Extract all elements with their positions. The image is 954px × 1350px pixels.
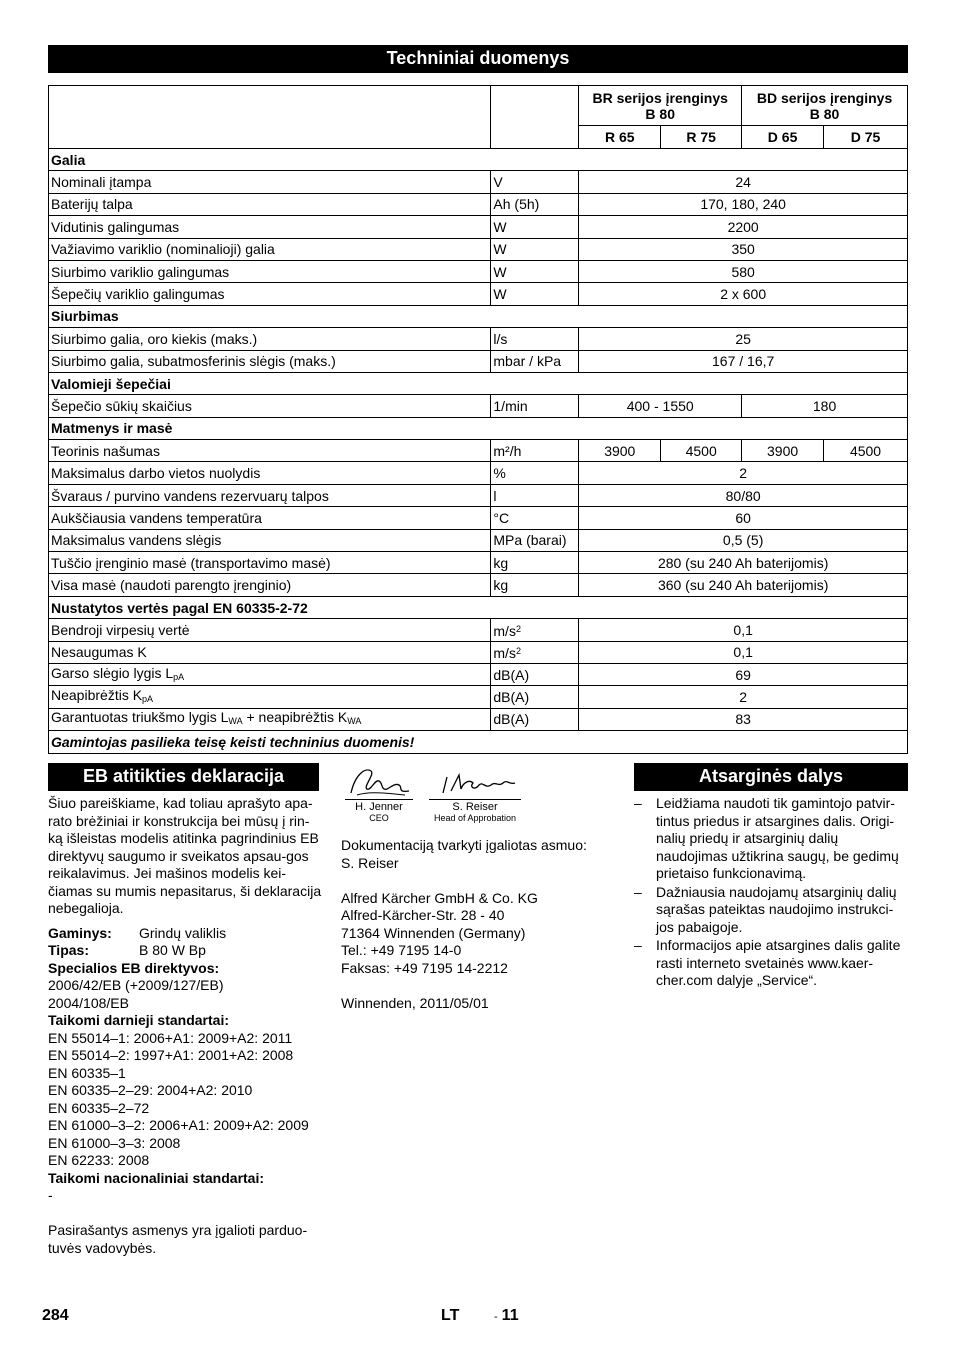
table-row: Maksimalus darbo vietos nuolydis % 2: [49, 462, 908, 484]
header-blank-cell: [49, 86, 491, 149]
table-row: Siurbimo variklio galingumas W 580: [49, 260, 908, 282]
directive-item: 2004/108/EB: [48, 994, 129, 1011]
company-street: Alfred-Kärcher-Str. 28 - 40: [341, 907, 505, 923]
table-row: Šepečių variklio galingumas W 2 x 600: [49, 283, 908, 305]
section-page-number: - 11: [494, 1307, 519, 1324]
signature-jenner-icon: [345, 765, 413, 799]
table-row: Aukščiausia vandens temperatūra °C 60: [49, 507, 908, 529]
company-city: 71364 Winnenden (Germany): [341, 924, 526, 941]
standard-item: EN 60335–2–72: [48, 1099, 150, 1116]
table-row: Šepečio sūkių skaičius 1/min 400 - 1550 180: [49, 395, 908, 417]
table-row: Bendroji virpesių vertė $m/s^2$ 0,1: [49, 619, 908, 641]
table-row: Važiavimo variklio (nominalioji) galia W 350: [49, 238, 908, 260]
model-header: R 75: [661, 126, 742, 149]
type-line: Tipas: B 80 W Bp: [48, 942, 206, 958]
table-row: Visa masė (naudoti parengto įrenginio) kg 360 (su 240 Ah baterijomis): [49, 574, 908, 596]
company-name: Alfred Kärcher GmbH & Co. KG: [341, 889, 538, 906]
table-row: Maksimalus vandens slėgis MPa (barai) 0,5 (5): [49, 529, 908, 551]
table-row: Baterijų talpa Ah (5h) 170, 180, 240: [49, 193, 908, 215]
table-row: Švaraus / purvino vandens rezervuarų talpos l 80/80: [49, 484, 908, 506]
standard-item: EN 55014–2: 1997+A1: 2001+A2: 2008: [48, 1047, 294, 1063]
list-item: – Leidžiama naudoti tik gamintojo patvir-tintus priedus ir atsargines dalis. Origi-nalių priedų ir atsarginių dalių naudojimas užtikrina saugų, be gedimų prietaiso funkcionavimą.: [634, 795, 899, 881]
model-header: D 75: [824, 126, 908, 149]
section-title-eb-declaration: EB atitikties deklaracija: [48, 763, 319, 791]
section-row: Matmenys ir masė: [49, 417, 908, 439]
directive-item: 2006/42/EB (+2009/127/EB): [48, 977, 224, 993]
list-item: – Dažniausia naudojamų atsarginių dalių sąrašas pateiktas naudojimo instrukci-jos pabaigoje.: [634, 883, 897, 935]
signature-reiser-icon: [429, 765, 521, 799]
table-row: Neapibrėžtis $K_{pA}$ dB(A) 2: [49, 686, 908, 708]
signature-block: [341, 765, 621, 1012]
eb-closing: Pasirašantys asmenys yra įgalioti parduo-tuvės vadovybės.: [48, 1222, 308, 1256]
national-standards-value: -: [48, 1187, 53, 1203]
national-standards-label: Taikomi nacionaliniai standartai:: [48, 1169, 265, 1186]
technical-data-table: [48, 85, 908, 754]
signature-reiser: S. Reiser Head of Approbation: [429, 765, 521, 824]
header-blank-unit-cell: [491, 86, 579, 149]
company-tel: Tel.: +49 7195 14-0: [341, 942, 462, 958]
directives-label: Specialios EB direktyvos:: [48, 959, 220, 976]
standard-item: EN 55014–1: 2006+A1: 2009+A2: 2011: [48, 1029, 293, 1046]
section-title-spare-parts: Atsarginės dalys: [634, 763, 908, 791]
table-row: Nominali įtampa V 24: [49, 171, 908, 193]
table-row: Siurbimo galia, oro kiekis (maks.) l/s 25: [49, 328, 908, 350]
page-number: 284: [42, 1307, 69, 1324]
table-note-row: Gamintojas pasilieka teisę keisti techninius duomenis!: [49, 731, 908, 753]
table-row: Vidutinis galingumas W 2200: [49, 216, 908, 238]
signature-jenner: H. Jenner CEO: [345, 765, 413, 824]
spare-parts-list: [634, 795, 908, 991]
standards-label: Taikomi darnieji standartai:: [48, 1012, 230, 1028]
product-line: Gaminys: Grindų valiklis: [48, 924, 227, 941]
eb-declaration-body: [48, 795, 323, 1257]
standard-item: EN 61000–3–3: 2008: [48, 1134, 181, 1151]
standard-item: EN 62233: 2008: [48, 1152, 150, 1168]
list-item: – Informacijos apie atsargines dalis galite rasti interneto svetainės www.kaer-cher.com dalyje „Service“.: [634, 937, 901, 988]
standard-item: EN 60335–1: [48, 1064, 126, 1081]
table-row: Tuščio įrenginio masė (transportavimo masė) kg 280 (su 240 Ah baterijomis): [49, 552, 908, 574]
language-code: LT: [441, 1307, 460, 1324]
section-row: Valomieji šepečiai: [49, 372, 908, 394]
section-title-technical-data: Techniniai duomenys: [48, 45, 908, 73]
standard-item: EN 60335–2–29: 2004+A2: 2010: [48, 1082, 253, 1098]
header-br-series: BR serijos įrenginys B 80: [579, 86, 742, 126]
section-row: Nustatytos vertės pagal EN 60335-2-72: [49, 596, 908, 618]
table-row: Nesaugumas K $m/s^2$ 0,1: [49, 641, 908, 663]
company-fax: Faksas: +49 7195 14-2212: [341, 959, 508, 976]
table-row: Garso slėgio lygis $L_{pA}$ dB(A) 69: [49, 663, 908, 685]
header-bd-series: BD serijos įrenginys B 80: [742, 86, 908, 126]
table-row: Teorinis našumas m²/h 3900 4500 3900 4500: [49, 440, 908, 462]
standard-item: EN 61000–3–2: 2006+A1: 2009+A2: 2009: [48, 1117, 309, 1133]
section-row: Galia: [49, 149, 908, 171]
section-row: Siurbimas: [49, 305, 908, 327]
table-header-row: [49, 86, 908, 126]
place-date: Winnenden, 2011/05/01: [341, 994, 489, 1011]
table-row: Garantuotas triukšmo lygis $L_{WA}$ + neapibrėžtis $K_{WA}$ dB(A) 83: [49, 708, 908, 730]
model-header: R 65: [579, 126, 661, 149]
model-header: D 65: [742, 126, 824, 149]
table-row: Siurbimo galia, subatmosferinis slėgis (maks.) mbar / kPa 167 / 16,7: [49, 350, 908, 372]
eb-intro: Šiuo pareiškiame, kad toliau aprašyto apa-rato brėžiniai ir konstrukcija bei mūsų į rin-ką išleistas modelis atitinka pagrindinius EB direktyvų saugumo ir sveikatos apsau-gos reikalavimus. Jei mašinos modelis kei-čiamas su mumis nepasitarus, ši deklaracija nebegalioja.: [48, 795, 322, 916]
documentation-label: Dokumentaciją tvarkyti įgaliotas asmuo:: [341, 837, 587, 853]
documentation-person: S. Reiser: [341, 854, 399, 871]
